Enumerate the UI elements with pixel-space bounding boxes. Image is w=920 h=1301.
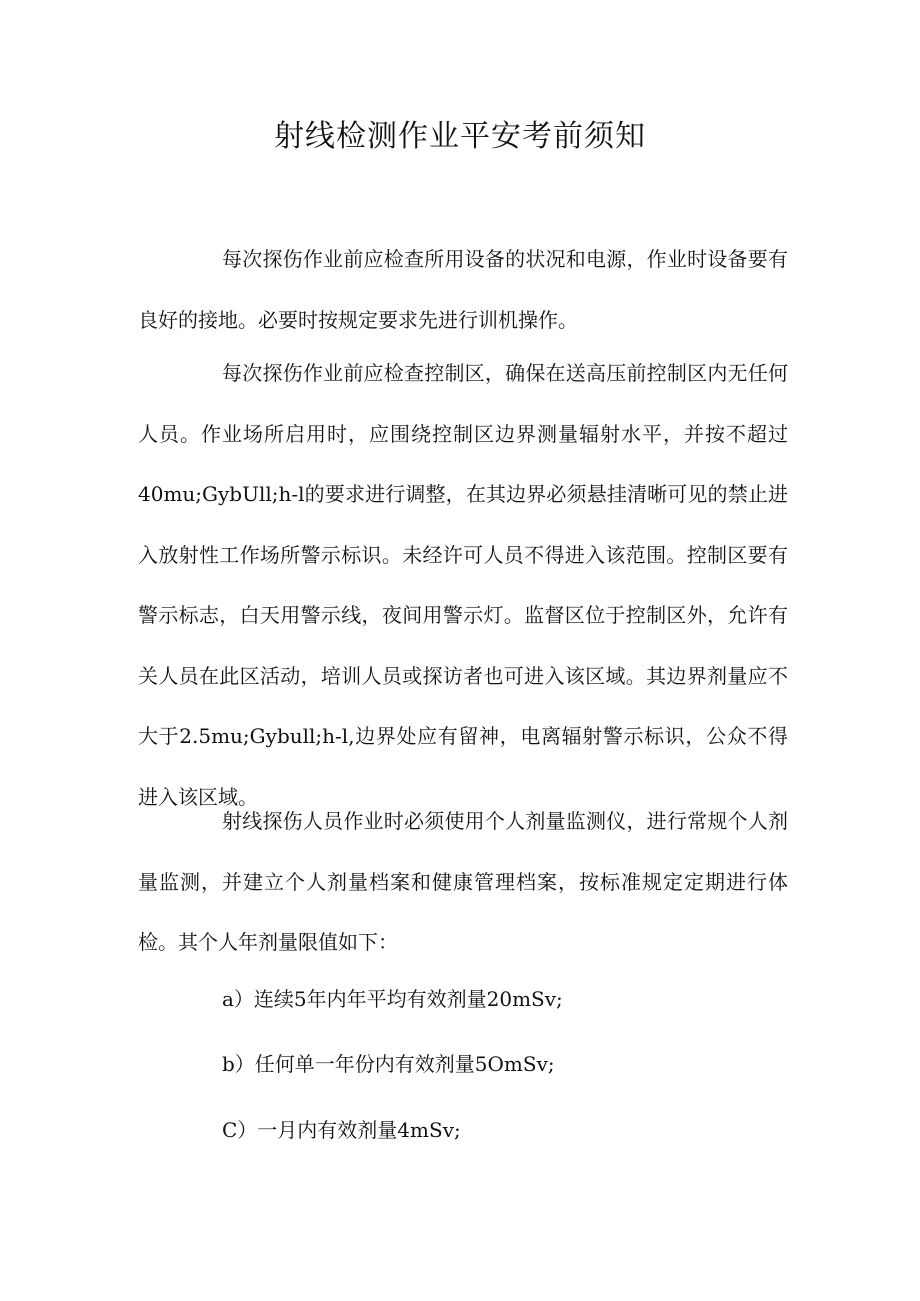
dose-limit-item: C）一月内有效剂量4mSv;	[222, 1118, 461, 1142]
dose-limit-item: a）连续5年内年平均有效剂量20mSv;	[222, 987, 563, 1011]
document-title: 射线检测作业平安考前须知	[274, 119, 646, 154]
paragraph-dose-monitoring: 射线探伤人员作业时必须使用个人剂量监测仪，进行常规个人剂量监测，并建立个人剂量档案和健康管理档案，按标准规定定期进行体检。其个人年剂量限值如下：	[138, 809, 788, 954]
paragraph-equipment-check: 每次探伤作业前应检查所用设备的状况和电源，作业时设备要有良好的接地。必要时按规定要求先进行训机操作。	[138, 247, 788, 332]
paragraph-control-area: 每次探伤作业前应检查控制区，确保在送高压前控制区内无任何人员。作业场所启用时，应围绕控制区边界测量辐射水平，并按不超过40mu;GybUll;h-l的要求进行调整，在其边界必须悬挂清晰可见的禁止进入放射性工作场所警示标识。未经许可人员不得进入该范围。控制区要有警示标志，白天用警示线，夜间用警示灯。监督区位于控制区外，允许有关人员在此区活动，培训人员或探访者也可进入该区域。其边界剂量应不大于2.5mu;Gybull;h-l,边界处应有留神，电离辐射警示标识，公众不得进入该区域。	[138, 361, 788, 809]
dose-limit-item: b）任何单一年份内有效剂量5OmSv;	[222, 1052, 555, 1076]
